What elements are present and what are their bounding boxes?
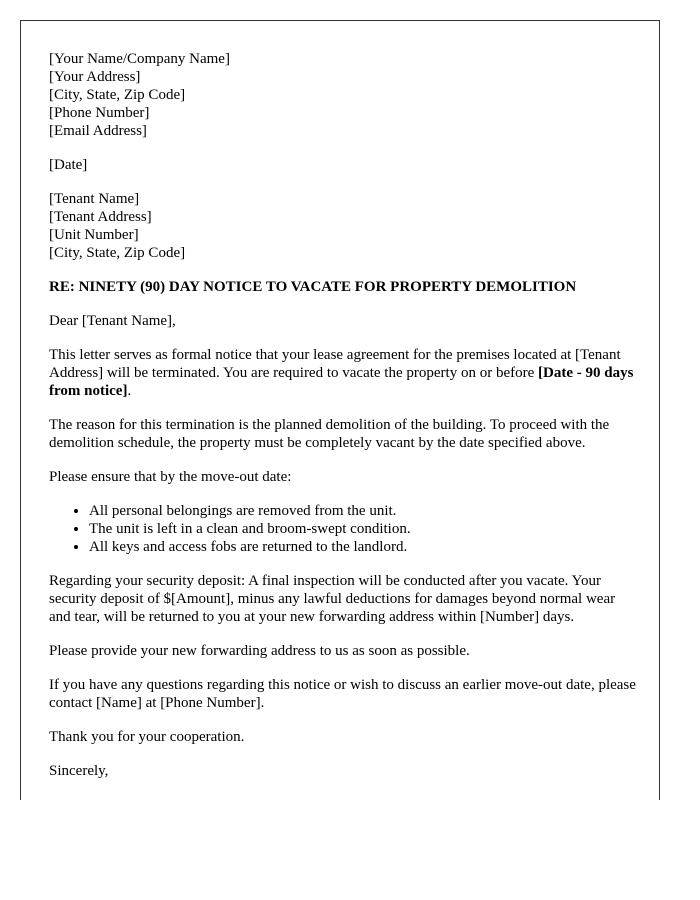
subject-line: RE: NINETY (90) DAY NOTICE TO VACATE FOR PROPERTY DEMOLITION: [49, 279, 577, 295]
sender-city: [City, State, Zip Code]: [49, 87, 186, 103]
paragraph-notice-text: This letter serves as formal notice that your lease agreement for the premises located at [Tenant Address] will be terminated. You are required to vacate the property on or before: [49, 347, 621, 381]
letter-date: [Date]: [49, 157, 88, 173]
move-out-checklist: [49, 502, 639, 556]
date-block: [49, 156, 639, 174]
vacate-date: [Date - 90 days from notice]: [49, 365, 634, 399]
recipient-name: [Tenant Name]: [49, 191, 140, 207]
closing: Sincerely,: [49, 763, 109, 779]
list-item: • All keys and access fobs are returned to the landlord.: [89, 538, 639, 556]
recipient-unit: [Unit Number]: [49, 227, 139, 243]
paragraph-forwarding: Please provide your new forwarding address to us as soon as possible.: [49, 643, 470, 659]
salutation: Dear [Tenant Name],: [49, 313, 176, 329]
sender-address: [Your Address]: [49, 69, 141, 85]
paragraph-questions: If you have any questions regarding this notice or wish to discuss an earlier move-out date, please contact [Name] at [Phone Number].: [49, 677, 636, 711]
paragraph-notice-end: .: [127, 383, 132, 399]
paragraph-checklist-intro: Please ensure that by the move-out date:: [49, 469, 292, 485]
recipient-city: [City, State, Zip Code]: [49, 245, 186, 261]
sender-email: [Email Address]: [49, 123, 147, 139]
paragraph-notice: [49, 346, 639, 400]
list-item: • The unit is left in a clean and broom-swept condition.: [89, 520, 639, 538]
list-item: • All personal belongings are removed from the unit.: [89, 502, 639, 520]
sender-name: [Your Name/Company Name]: [49, 51, 230, 67]
paragraph-thanks: Thank you for your cooperation.: [49, 729, 245, 745]
paragraph-reason: The reason for this termination is the planned demolition of the building. To proceed with the demolition schedule, the property must be completely vacant by the date specified above.: [49, 417, 610, 451]
paragraph-deposit: Regarding your security deposit: A final inspection will be conducted after you vacate. Your security deposit of $[Amount], minus any lawful deductions for damages beyond normal wear and tear, will be returned to you at your new forwarding address within [Number] days.: [49, 573, 616, 625]
sender-phone: [Phone Number]: [49, 105, 150, 121]
recipient-address: [Tenant Address]: [49, 209, 152, 225]
letter-body: [49, 50, 639, 796]
recipient-block: [49, 190, 639, 262]
letter-page: [20, 20, 660, 800]
sender-block: [49, 50, 639, 140]
